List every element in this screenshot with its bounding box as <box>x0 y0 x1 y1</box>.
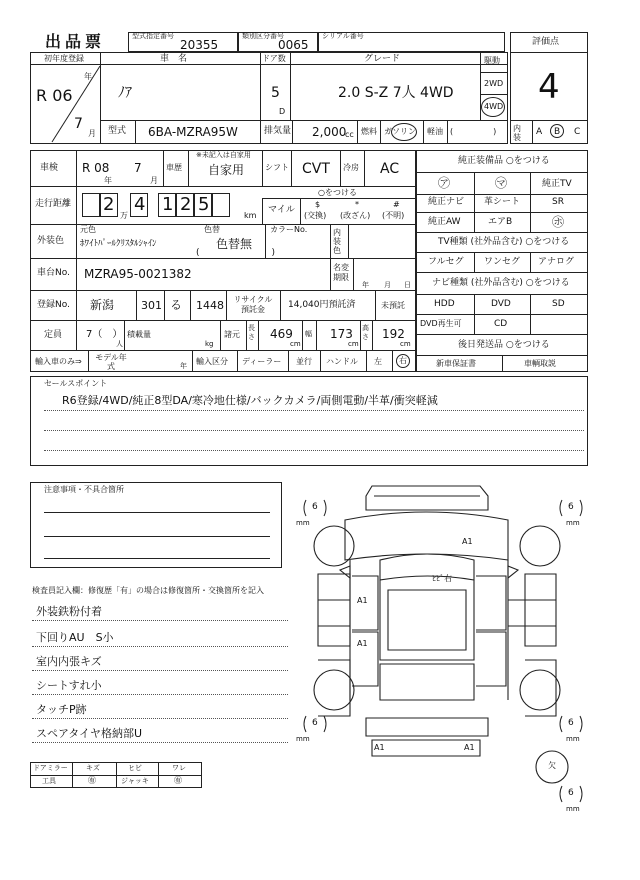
grade-label: グレード <box>364 54 401 64</box>
inspection-era: R 08 <box>82 161 110 175</box>
mileage-man: 万 <box>120 211 128 220</box>
registration-label: 登録No. <box>37 300 70 310</box>
drive-2wd: 2WD <box>484 79 504 88</box>
drive-4wd: 4WD <box>484 102 504 111</box>
damage-mark-left-rear-door: A1 <box>357 639 368 648</box>
doors-label: ドア数 <box>262 54 286 63</box>
registration-number: 1448 <box>196 299 224 312</box>
dims-label: 諸元 <box>224 330 240 339</box>
tire-rr-depth: 6 <box>568 718 574 728</box>
length-value: 469 <box>270 327 293 341</box>
sales-point-text: R6登録/4WD/純正8型DA/寒冷地仕様/バックカメラ/両側電動/半革/衝突軽減 <box>62 394 438 407</box>
spare-tire-label: 欠 <box>548 761 556 770</box>
model-year-label: モデル年式 <box>95 353 127 371</box>
tire-fr-unit: mm <box>566 519 580 527</box>
chassis-value: MZRA95-0021382 <box>84 267 192 281</box>
height-value: 192 <box>382 327 405 341</box>
equip-abs-mark: ㋭ <box>552 215 565 229</box>
legend-tools-mark: ㊒ <box>88 776 96 785</box>
equip-navi: 純正ナビ <box>428 197 465 207</box>
mileage-opt-1-sub: (交換) <box>304 211 327 220</box>
interior-grade-c: C <box>574 127 581 137</box>
diesel-label: 軽油 <box>427 127 443 136</box>
load-label: 積載量 <box>127 330 151 339</box>
mileage-digit-1: 2 <box>103 194 115 215</box>
import-class-label: 輸入区分 <box>196 357 228 366</box>
name-change-month-unit: 月 <box>384 281 391 289</box>
door-type: D <box>279 107 286 116</box>
usage-value: 自家用 <box>208 163 245 177</box>
damage-mark-hood: A1 <box>462 537 473 546</box>
name-change-day-unit: 日 <box>404 281 411 289</box>
inspection-year-unit: 年 <box>104 176 112 185</box>
legend-tools: 工具 <box>42 777 56 785</box>
chassis-label: 車台No. <box>37 268 70 278</box>
shift-label: シフト <box>265 163 289 172</box>
capacity-value: 7（ ） <box>86 329 123 340</box>
equipment-title: 純正装備品 ○をつける <box>458 156 550 166</box>
damage-mark-left-front-door: A1 <box>357 596 368 605</box>
displacement-value: 2,000 <box>312 125 347 139</box>
legend-door-mirror: ドアミラー <box>33 764 68 772</box>
navi-dvd: DVD <box>491 299 511 309</box>
legend-scratch: キズ <box>86 764 100 772</box>
car-name-label: 車 名 <box>160 54 188 64</box>
inspection-label: 車検 <box>40 163 59 173</box>
first-reg-month: 7 <box>74 116 83 132</box>
mileage-digit-3: 1 <box>162 194 174 215</box>
model-cert-number: 20355 <box>180 38 219 52</box>
registration-class: 301 <box>141 299 162 312</box>
mileage-opt-2-sub: (改ざん) <box>340 211 371 220</box>
width-label: 幅 <box>305 330 312 338</box>
tire-rr-unit: mm <box>566 735 580 743</box>
rating-value: 4 <box>538 67 560 107</box>
import-parallel: 並行 <box>296 357 312 366</box>
import-dealer: ディーラー <box>242 357 282 366</box>
inspection-month: 7 <box>134 161 142 175</box>
load-unit: kg <box>205 340 214 348</box>
tv-analog: アナログ <box>538 257 575 267</box>
serial-label: シリアル番号 <box>322 32 364 40</box>
interior-grade-a: A <box>536 127 543 137</box>
note-line-2: 下回りAU S小 <box>36 631 114 644</box>
category-number: 0065 <box>278 38 309 52</box>
mileage-digit-5: 5 <box>198 194 210 215</box>
equip-leather: 革シート <box>484 197 521 207</box>
drive-label: 駆動 <box>484 56 500 65</box>
notes-label: 注意事項・不具合箇所 <box>44 485 124 494</box>
ac-value: AC <box>380 161 400 177</box>
width-unit: cm <box>348 340 359 348</box>
capacity-person-unit: 人 <box>116 340 123 348</box>
model-year-unit: 年 <box>180 362 187 370</box>
color-orig-label: 元色 <box>80 225 96 234</box>
legend-crack: ヒビ <box>128 764 142 772</box>
note-line-3: 室内内張キズ <box>36 655 102 668</box>
tv-fullseg: フルセグ <box>428 257 464 267</box>
mileage-digit-4: 2 <box>180 194 192 215</box>
navi-cd: CD <box>494 319 508 329</box>
recycle-status: 未預託 <box>381 301 405 310</box>
damage-mark-rear-bumper-left: A1 <box>374 743 385 752</box>
color-repaint-value: 色替無 <box>216 237 253 251</box>
equip-aw: 純正AW <box>428 217 461 227</box>
tire-fl-unit: mm <box>296 519 310 527</box>
tv-oneseg: ワンセグ <box>484 257 521 267</box>
usage-note: ※未記入は自家用 <box>196 151 251 159</box>
handle-label: ハンドル <box>326 357 358 366</box>
name-change-label: 名変期限 <box>333 263 349 282</box>
color-no-label: カラーNo. <box>270 225 308 234</box>
legend-break: ワレ <box>172 764 186 772</box>
navi-dvd-play: DVD再生可 <box>420 319 462 328</box>
mileage-mile-label: マイル <box>268 205 295 215</box>
equip-airbag: エアB <box>488 217 513 227</box>
page-title: 出品票 <box>45 32 106 51</box>
doors-value: 5 <box>271 85 280 101</box>
equip-ac-mark: ㋐ <box>438 176 451 190</box>
mileage-opt-1: $ <box>315 200 321 209</box>
equip-tv: 純正TV <box>542 179 572 189</box>
displacement-unit: cc <box>345 130 354 139</box>
navi-sd: SD <box>552 299 565 309</box>
color-label: 外装色 <box>37 236 65 246</box>
mileage-opt-2: * <box>355 200 359 209</box>
color-repaint-label: 色替 <box>204 225 220 234</box>
damage-mark-windshield: ﾋﾋﾞ右 <box>432 574 452 583</box>
grade-value: 2.0 S-Z 7人 4WD <box>338 85 454 101</box>
later-warranty: 新車保証書 <box>436 359 476 368</box>
car-name-value: ﾉｱ <box>118 85 132 101</box>
interior-color-label: 内装色 <box>333 228 341 255</box>
interior-grade-b: B <box>554 127 561 137</box>
category-label: 類別区分番号 <box>242 32 284 40</box>
spare-tire-unit: mm <box>566 805 580 813</box>
length-unit: cm <box>290 340 301 348</box>
capacity-label: 定員 <box>44 330 63 340</box>
width-value: 173 <box>330 327 353 341</box>
inspection-month-unit: 月 <box>150 176 158 185</box>
tv-title: TV種類 (社外品含む) ○をつける <box>438 237 570 247</box>
model-label: 型式 <box>108 126 127 136</box>
mileage-opt-3-sub: (不明) <box>382 211 405 220</box>
handle-left: 左 <box>374 357 382 366</box>
tire-fr-depth: 6 <box>568 502 574 512</box>
mileage-opt-3: # <box>393 200 400 209</box>
usage-label: 車歴 <box>166 163 182 172</box>
legend-jack-mark: ㊒ <box>174 776 182 785</box>
name-change-year-unit: 年 <box>362 281 369 289</box>
interior-label: 内装 <box>513 124 521 142</box>
later-title: 後日発送品 ○をつける <box>458 340 550 350</box>
later-manual: 車輌取説 <box>524 359 556 368</box>
navi-hdd: HDD <box>434 299 455 309</box>
registration-kana: る <box>170 298 183 312</box>
damage-mark-rear-bumper-right: A1 <box>464 743 475 752</box>
first-reg-era: R 06 <box>36 86 73 105</box>
color-repaint-paren: ( ) <box>196 248 276 258</box>
import-label: 輸入車のみ⇒ <box>35 357 82 366</box>
mileage-label: 走行距離 <box>35 199 72 209</box>
height-label: 高さ <box>362 324 369 341</box>
first-reg-year-unit: 年 <box>84 72 92 81</box>
mileage-digit-2: 4 <box>134 194 146 215</box>
diesel-paren: ( ) <box>450 127 497 136</box>
navi-title: ナビ種類 (社外品含む) ○をつける <box>432 278 570 288</box>
legend-jack: ジャッキ <box>121 777 149 785</box>
shift-value: CVT <box>302 161 330 177</box>
registration-region: 新潟 <box>90 298 115 312</box>
handle-right: 右 <box>399 356 407 365</box>
tire-rl-unit: mm <box>296 735 310 743</box>
tire-fl-depth: 6 <box>312 502 318 512</box>
equip-pw-mark: ㋮ <box>495 176 508 190</box>
note-line-1: 外装鉄粉付着 <box>36 605 102 618</box>
tire-rl-depth: 6 <box>312 718 318 728</box>
note-line-5: タッチP跡 <box>36 703 87 716</box>
note-line-6: スペアタイヤ格納部U <box>36 727 143 740</box>
equip-sr: SR <box>552 197 564 207</box>
mileage-circle-note: ○をつける <box>318 188 357 197</box>
sales-point-label: セールスポイント <box>44 379 108 388</box>
mileage-unit: km <box>244 211 257 220</box>
height-unit: cm <box>400 340 411 348</box>
fuel-gasoline: ガソリン <box>384 127 416 136</box>
fuel-label: 燃料 <box>361 127 377 136</box>
recycle-amount: 14,040円預託済 <box>288 300 356 310</box>
model-value: 6BA-MZRA95W <box>148 125 238 139</box>
length-label: 長さ <box>248 324 255 341</box>
note-line-4: シートすれ小 <box>36 679 102 692</box>
inspector-note: 検査員記入欄：修復歴「有」の場合は修復箇所・交換箇所を記入 <box>32 586 264 595</box>
color-orig-value: ﾎﾜｲﾄﾊﾟｰﾙｸﾘｽﾀﾙｼｬｲﾝ <box>80 239 157 249</box>
rating-label: 評価点 <box>532 37 560 47</box>
displacement-label: 排気量 <box>264 126 292 136</box>
first-reg-month-unit: 月 <box>88 129 96 138</box>
spare-tire-depth: 6 <box>568 788 574 798</box>
model-cert-label: 型式指定番号 <box>132 32 174 40</box>
recycle-label: リサイクル預託金 <box>233 295 273 314</box>
ac-label: 冷房 <box>343 163 359 172</box>
first-reg-label: 初年度登録 <box>44 54 84 63</box>
